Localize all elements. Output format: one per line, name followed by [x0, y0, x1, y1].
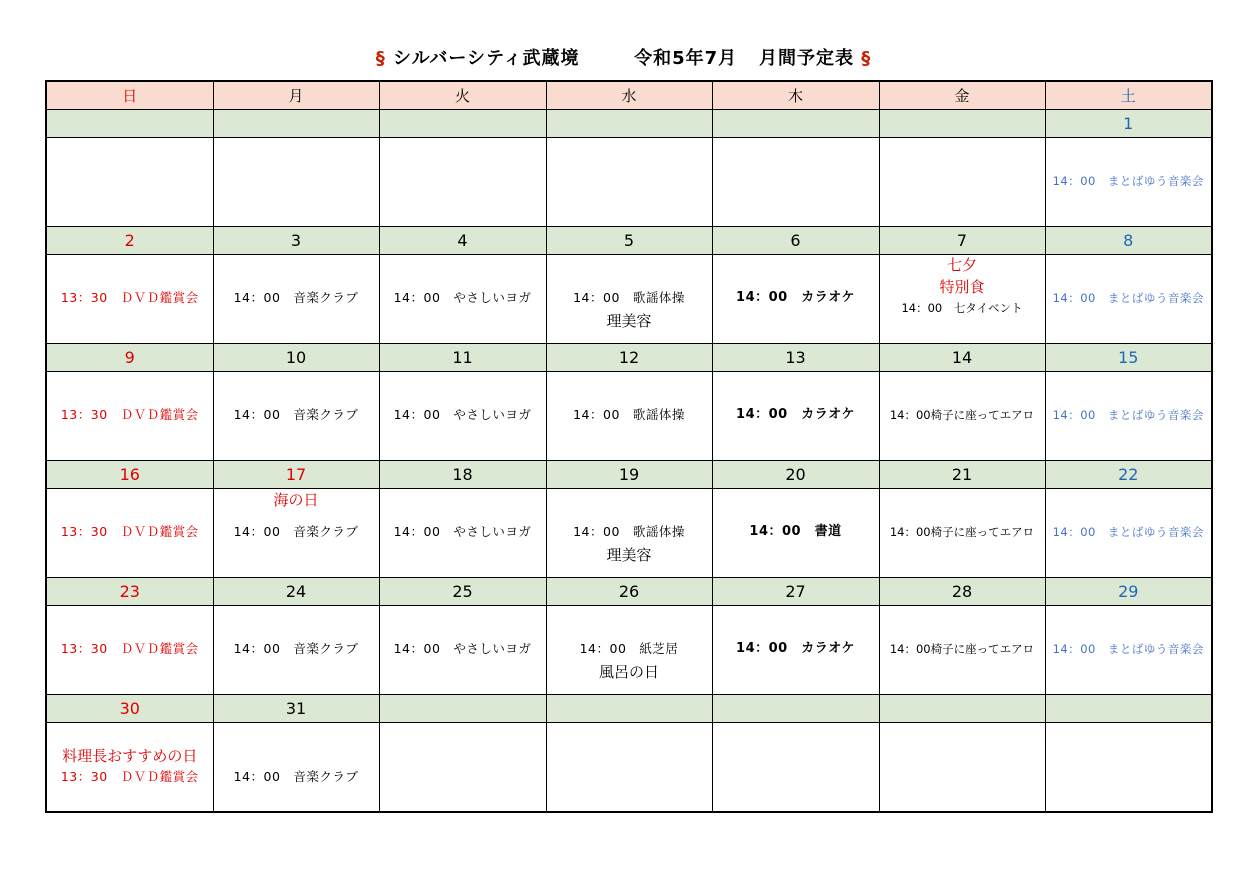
date-cell: 7 [879, 227, 1045, 255]
event-cell [1045, 489, 1212, 578]
event-cell [46, 606, 213, 695]
event-cell [213, 255, 379, 344]
event-text: 14：00 音楽クラブ [233, 641, 359, 656]
title-month: 令和5年7月 [634, 48, 738, 69]
page-title [0, 44, 1247, 70]
date-cell [46, 110, 213, 138]
event-text: 14：00 やさしいヨガ [393, 407, 532, 422]
facility-name: シルバーシティ武蔵境 [393, 48, 580, 69]
event-cell [213, 138, 379, 227]
event-cell [46, 489, 213, 578]
event-text: 14：00 カラオケ [736, 641, 855, 656]
date-cell: 11 [379, 344, 546, 372]
date-cell: 17 [213, 461, 379, 489]
event-text: 14：00 やさしいヨガ [393, 641, 532, 656]
weekday-sun: 日 [46, 81, 213, 110]
event-text: 14：00 歌謡体操 [573, 407, 685, 422]
date-cell: 1 [1045, 110, 1212, 138]
event-cell [879, 489, 1045, 578]
event-text: 14：00 カラオケ [736, 290, 855, 305]
weekday-wed: 水 [546, 81, 712, 110]
event-cell [546, 138, 712, 227]
event-cell [712, 138, 879, 227]
date-cell: 8 [1045, 227, 1212, 255]
event-cell [1045, 138, 1212, 227]
note-text: 理美容 [606, 546, 652, 564]
event-row [46, 372, 1212, 461]
event-cell [712, 606, 879, 695]
event-cell [379, 723, 546, 813]
event-cell [213, 723, 379, 813]
date-cell [712, 110, 879, 138]
event-text: 14：00 紙芝居 [579, 641, 679, 656]
date-cell [546, 110, 712, 138]
event-text: 14：00 音楽クラブ [233, 769, 359, 784]
note-text: 七夕 [946, 256, 977, 274]
date-cell: 10 [213, 344, 379, 372]
date-cell: 18 [379, 461, 546, 489]
section-mark-left: § [375, 48, 386, 69]
date-cell [379, 695, 546, 723]
weekday-fri: 金 [879, 81, 1045, 110]
event-cell [879, 138, 1045, 227]
date-row [46, 110, 1212, 138]
event-text: 14：00 七タイベント [901, 301, 1023, 315]
date-cell: 15 [1045, 344, 1212, 372]
event-cell [1045, 372, 1212, 461]
date-cell: 9 [46, 344, 213, 372]
event-text: 14：00 音楽クラブ [233, 407, 359, 422]
event-row [46, 606, 1212, 695]
date-cell: 6 [712, 227, 879, 255]
event-cell [46, 372, 213, 461]
date-cell: 28 [879, 578, 1045, 606]
event-row [46, 138, 1212, 227]
date-cell: 27 [712, 578, 879, 606]
weekday-thu: 木 [712, 81, 879, 110]
event-cell [546, 723, 712, 813]
event-text: 14：00 やさしいヨガ [393, 290, 532, 305]
event-cell [546, 489, 712, 578]
note-text: 理美容 [606, 312, 652, 330]
weekday-header-row [46, 81, 1212, 110]
event-text: 14：00 音楽クラブ [233, 290, 359, 305]
event-text: 14：00 まとばゆう音楽会 [1052, 174, 1204, 188]
date-cell: 16 [46, 461, 213, 489]
event-text: 14：00 歌謡体操 [573, 524, 685, 539]
date-cell [1045, 695, 1212, 723]
event-cell [379, 255, 546, 344]
note-text: 料理長おすすめの日 [62, 747, 198, 765]
weekday-sat: 土 [1045, 81, 1212, 110]
event-cell [1045, 723, 1212, 813]
event-cell [879, 606, 1045, 695]
event-text: 14：00 歌謡体操 [573, 290, 685, 305]
date-row [46, 461, 1212, 489]
event-text: 14：00椅子に座ってエアロ [889, 642, 1035, 656]
date-cell: 25 [379, 578, 546, 606]
holiday-label: 海の日 [273, 491, 319, 509]
date-cell: 19 [546, 461, 712, 489]
date-cell [879, 110, 1045, 138]
event-text: 14：00 まとばゆう音楽会 [1052, 291, 1204, 305]
event-cell [213, 372, 379, 461]
date-cell: 23 [46, 578, 213, 606]
date-cell [379, 110, 546, 138]
weekday-mon: 月 [213, 81, 379, 110]
event-cell [379, 606, 546, 695]
event-cell [546, 606, 712, 695]
event-text: 13：30 ＤＶＤ鑑賞会 [60, 524, 199, 539]
section-mark-right: § [861, 48, 872, 69]
date-cell: 30 [46, 695, 213, 723]
weekday-tue: 火 [379, 81, 546, 110]
event-cell [46, 255, 213, 344]
event-text: 14：00 まとばゆう音楽会 [1052, 642, 1204, 656]
date-row [46, 344, 1212, 372]
event-cell [1045, 606, 1212, 695]
event-cell [712, 372, 879, 461]
event-row [46, 723, 1212, 813]
date-cell: 26 [546, 578, 712, 606]
event-text: 14：00 書道 [749, 524, 842, 539]
note-text: 特別食 [939, 278, 985, 296]
date-cell: 29 [1045, 578, 1212, 606]
date-cell [712, 695, 879, 723]
event-cell [379, 138, 546, 227]
date-cell [213, 110, 379, 138]
event-text: 14：00 まとばゆう音楽会 [1052, 408, 1204, 422]
event-cell [46, 723, 213, 813]
date-row [46, 578, 1212, 606]
date-cell: 31 [213, 695, 379, 723]
event-text: 14：00 やさしいヨガ [393, 524, 532, 539]
monthly-calendar [45, 80, 1213, 813]
date-cell: 20 [712, 461, 879, 489]
event-cell [712, 723, 879, 813]
date-cell: 3 [213, 227, 379, 255]
event-text: 14：00 カラオケ [736, 407, 855, 422]
event-cell [379, 489, 546, 578]
event-cell [46, 138, 213, 227]
event-cell [879, 255, 1045, 344]
date-cell: 21 [879, 461, 1045, 489]
date-cell: 2 [46, 227, 213, 255]
event-text: 14：00 まとばゆう音楽会 [1052, 525, 1204, 539]
event-row [46, 255, 1212, 344]
title-label: 月間予定表 [758, 48, 854, 69]
date-row [46, 695, 1212, 723]
date-cell: 5 [546, 227, 712, 255]
event-cell [379, 372, 546, 461]
date-cell: 13 [712, 344, 879, 372]
event-text: 13：30 ＤＶＤ鑑賞会 [60, 641, 199, 656]
event-text: 14：00 音楽クラブ [233, 524, 359, 539]
date-cell: 24 [213, 578, 379, 606]
date-cell: 4 [379, 227, 546, 255]
event-cell [1045, 255, 1212, 344]
event-cell [213, 489, 379, 578]
event-cell [213, 606, 379, 695]
event-text: 13：30 ＤＶＤ鑑賞会 [60, 407, 199, 422]
event-cell [546, 255, 712, 344]
event-text: 13：30 ＤＶＤ鑑賞会 [60, 290, 199, 305]
event-text: 14：00椅子に座ってエアロ [889, 525, 1035, 539]
date-cell: 14 [879, 344, 1045, 372]
date-cell: 12 [546, 344, 712, 372]
event-cell [879, 372, 1045, 461]
date-cell [879, 695, 1045, 723]
event-cell [879, 723, 1045, 813]
event-row [46, 489, 1212, 578]
event-text: 14：00椅子に座ってエアロ [889, 408, 1035, 422]
event-text: 13：30 ＤＶＤ鑑賞会 [60, 769, 199, 784]
event-cell [712, 255, 879, 344]
event-cell [546, 372, 712, 461]
date-row [46, 227, 1212, 255]
event-cell [712, 489, 879, 578]
date-cell [546, 695, 712, 723]
note-text: 風呂の日 [598, 663, 659, 681]
date-cell: 22 [1045, 461, 1212, 489]
